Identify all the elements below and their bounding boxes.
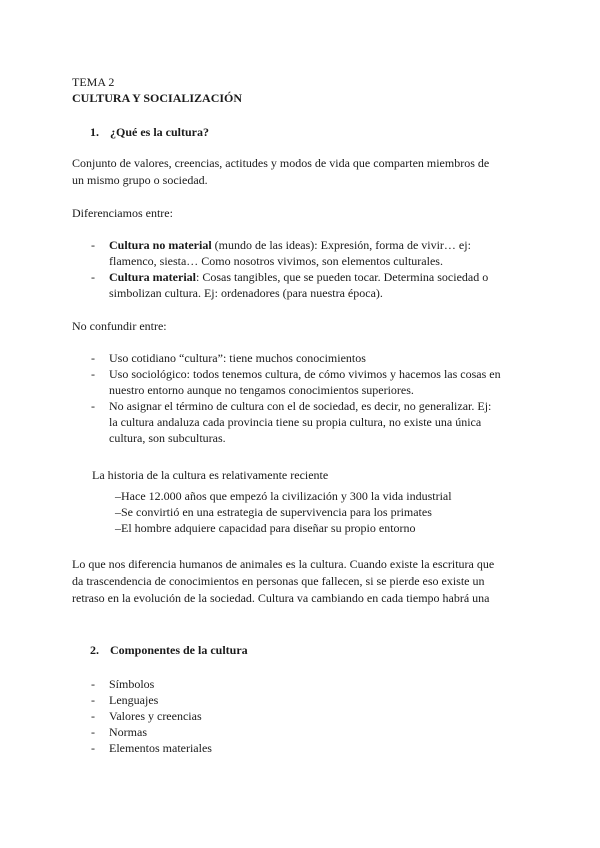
definition-line-1: Conjunto de valores, creencias, actitudes y modos de vida que comparten miembros de: [72, 156, 490, 170]
bullet-dash: -: [91, 351, 95, 365]
no-confundir-label: No confundir entre:: [72, 319, 167, 333]
page-title: CULTURA Y SOCIALIZACIÓN: [72, 91, 243, 105]
bullet-dash: -: [91, 741, 95, 755]
bullet-dash: -: [91, 677, 95, 691]
list-item-text: (mundo de las ideas): Expresión, forma de vivir… ej:: [211, 238, 471, 252]
tema-label: TEMA 2: [72, 75, 115, 89]
paragraph-line: Lo que nos diferencia humanos de animales es la cultura. Cuando existe la escritura que: [72, 557, 495, 571]
section-1-number: 1.: [90, 125, 99, 139]
paragraph-line: da trascendencia de conocimientos en personas que fallecen, si se pierde eso existe un: [72, 574, 485, 588]
list-item: Lenguajes: [109, 693, 159, 707]
list-item-continuation: la cultura andaluza cada provincia tiene su propia cultura, no existe una única: [109, 415, 482, 429]
list-item: Elementos materiales: [109, 741, 212, 755]
section-2-number: 2.: [90, 643, 99, 657]
diferenciamos-label: Diferenciamos entre:: [72, 206, 173, 220]
bullet-dash: -: [91, 693, 95, 707]
list-item: Símbolos: [109, 677, 155, 691]
bullet-dash: -: [91, 725, 95, 739]
historia-item: –Se convirtió en una estrategia de supervivencia para los primates: [115, 505, 432, 519]
paragraph-line: retraso en la evolución de la sociedad. Cultura va cambiando en cada tiempo habrá una: [72, 591, 490, 605]
historia-item: –Hace 12.000 años que empezó la civilización y 300 la vida industrial: [115, 489, 452, 503]
bullet-dash: -: [91, 399, 95, 413]
list-item-continuation: cultura, son subculturas.: [109, 431, 226, 445]
list-item: No asignar el término de cultura con el de sociedad, es decir, no generalizar. Ej:: [109, 399, 492, 413]
bullet-dash: -: [91, 367, 95, 381]
definition-line-2: un mismo grupo o sociedad.: [72, 173, 208, 187]
list-item-bold: Cultura material: [109, 270, 196, 284]
list-item: Uso sociológico: todos tenemos cultura, de cómo vivimos y hacemos las cosas en: [109, 367, 501, 381]
list-item-continuation: flamenco, siesta… Como nosotros vivimos, son elementos culturales.: [109, 254, 443, 268]
list-item: Uso cotidiano “cultura”: tiene muchos conocimientos: [109, 351, 366, 365]
list-item: Valores y creencias: [109, 709, 202, 723]
bullet-dash: -: [91, 238, 95, 252]
list-item-bold: Cultura no material: [109, 238, 212, 252]
historia-item: –El hombre adquiere capacidad para diseñar su propio entorno: [115, 521, 416, 535]
list-item: [109, 237, 471, 253]
list-item: Normas: [109, 725, 147, 739]
list-item-text: : Cosas tangibles, que se pueden tocar. Determina sociedad o: [195, 270, 489, 284]
historia-label: La historia de la cultura es relativamente reciente: [92, 468, 329, 482]
list-item-continuation: simbolizan cultura. Ej: ordenadores (para nuestra época).: [109, 286, 383, 300]
list-item: [109, 269, 488, 285]
section-2-heading: Componentes de la cultura: [110, 643, 248, 657]
bullet-dash: -: [91, 270, 95, 284]
section-1-heading: ¿Qué es la cultura?: [110, 125, 209, 139]
list-item-continuation: nuestro entorno aunque no tengamos conocimientos superiores.: [109, 383, 414, 397]
bullet-dash: -: [91, 709, 95, 723]
